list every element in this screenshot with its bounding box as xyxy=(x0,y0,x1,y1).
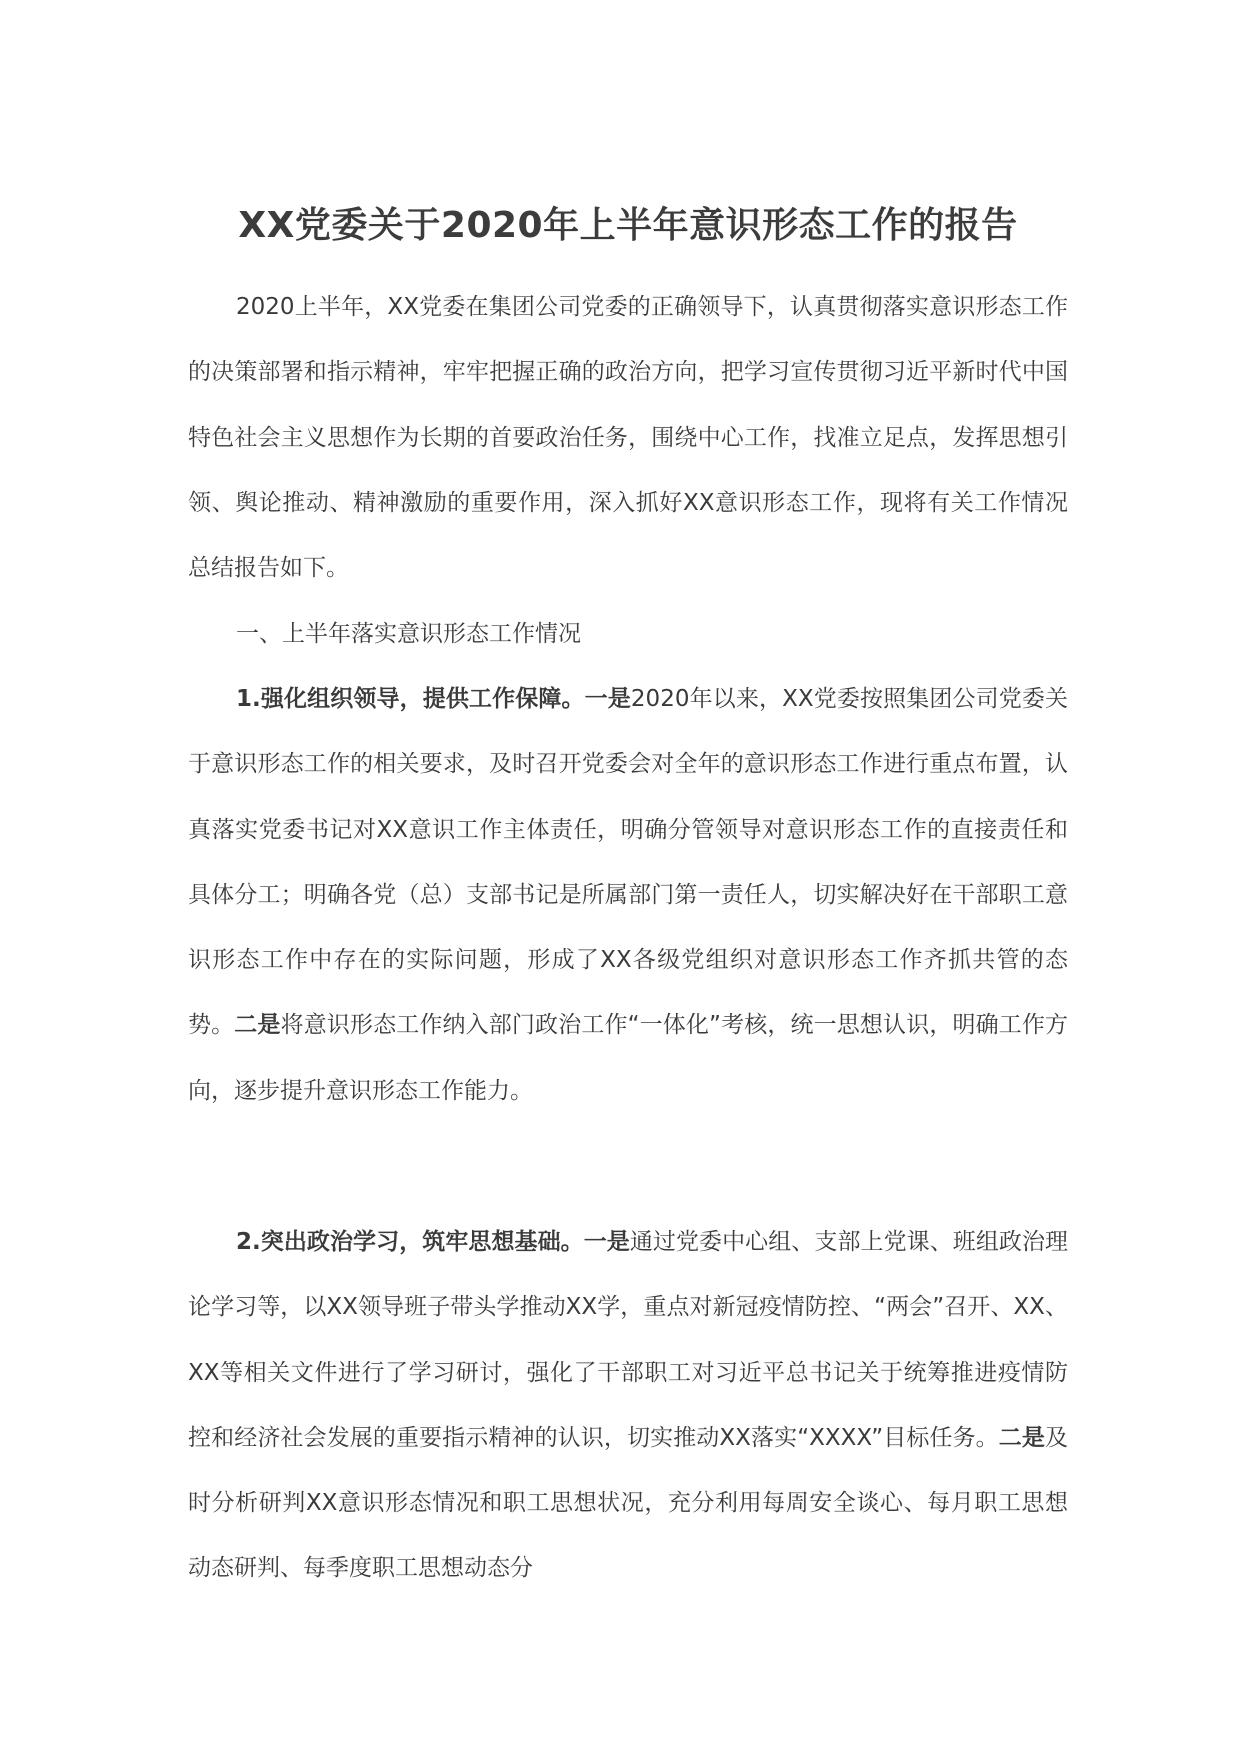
item-2-heading: 2.突出政治学习，筑牢思想基础。 xyxy=(236,1229,584,1255)
section-heading-1: 一、上半年落实意识形态工作情况 xyxy=(236,621,581,647)
item-1-text-2: 将意识形态工作纳入部门政治工作“一体化”考核，统一思想认识，明确工作方向，逐步提升意识形态工作能力。 xyxy=(188,1012,1069,1104)
item-1-heading: 1.强化组织领导，提供工作保障。 xyxy=(236,686,585,712)
item-2-lead-1: 一是 xyxy=(583,1229,630,1255)
item-2-paragraph xyxy=(188,1210,1068,1602)
item-1-lead-1: 一是 xyxy=(584,686,631,712)
item-2-lead-2: 二是 xyxy=(998,1424,1046,1451)
document-title: XX党委关于2020年上半年意识形态工作的报告 xyxy=(238,205,1018,246)
item-2-text-2: 及时分析研判XX意识形态情况和职工思想状况，充分利用每周安全谈心、每月职工思想动态研判、每季度职工思想动态分 xyxy=(188,1424,1069,1582)
intro-paragraph: 2020上半年，XX党委在集团公司党委的正确领导下，认真贯彻落实意识形态工作的决策部署和指示精神，牢牢把握正确的政治方向，把学习宣传贯彻习近平新时代中国特色社会主义思想作为长期的首要政治任务，围绕中心工作，找准立足点，发挥思想引领、舆论推动、精神激励的重要作用，深入抓好XX意识形态工作，现将有关工作情况总结报告如下。 xyxy=(188,294,1068,582)
item-1-text-1: 2020年以来，XX党委按照集团公司党委关于意识形态工作的相关要求，及时召开党委会对全年的意识形态工作进行重点布置，认真落实党委书记对XX意识工作主体责任，明确分管领导对意识形态工作的直接责任和具体分工；明确各党（总）支部书记是所属部门第一责任人，切实解决好在干部职工意识形态工作中存在的实际问题，形成了XX各级党组织对意识形态工作齐抓共管的态势。 xyxy=(188,686,1069,1039)
item-1-lead-2: 二是 xyxy=(234,1012,281,1039)
item-1-paragraph xyxy=(188,667,1068,1124)
item-2-text-1: 通过党委中心组、支部上党课、班组政治理论学习等，以XX领导班子带头学推动XX学，重点对新冠疫情防控、“两会”召开、XX、XX等相关文件进行了学习研讨，强化了干部职工对习近平总书记关于统筹推进疫情防控和经济社会发展的重要指示精神的认识，切实推动XX落实“XXXX”目标任务。 xyxy=(188,1229,1069,1451)
